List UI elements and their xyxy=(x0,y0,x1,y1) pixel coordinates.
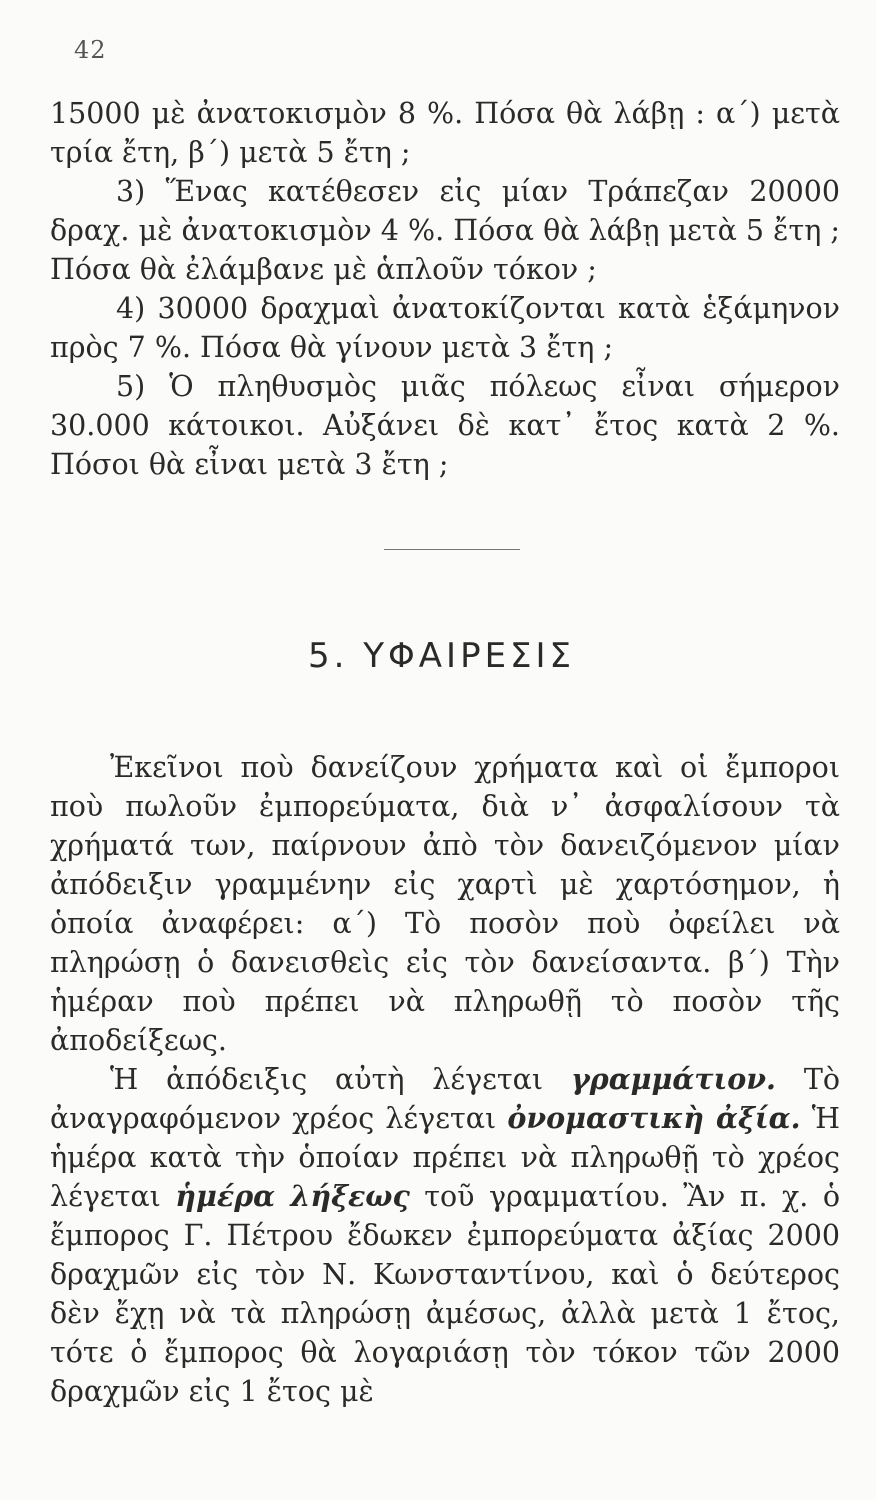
paragraph-2-text-d: τοῦ γραμματίου. Ἂν π. χ. ὁ ἔμπορος Γ. Πέτρου ἔδωκεν ἐμπορεύματα ἀξίας 2000 δραχμῶν εἰς τὸν Ν. Κωνσταντίνου, καὶ ὁ δεύτερος δὲν ἔχῃ νὰ τὰ πληρώσῃ ἀμέσως, ἀλλὰ μετὰ 1 ἔτος, τότε ὁ ἔμπορος θὰ λογαριάσῃ τὸν τόκον τῶν 2000 δραχμῶν εἰς 1 ἔτος μὲ xyxy=(50,1180,840,1408)
paragraph-2-text-a: Ἡ ἀπόδειξις αὐτὴ λέγεται xyxy=(110,1063,571,1096)
paragraph-2-text-b: Τὸ ἀναγραφόμενον χρέος λέγεται xyxy=(50,1063,840,1135)
paragraph-1: Ἐκεῖνοι ποὺ δανείζουν χρήματα καὶ οἱ ἔμποροι ποὺ πωλοῦν ἐμπορεύματα, διὰ ν᾽ ἀσφαλίσουν τὰ χρήματά των, παίρνουν ἀπὸ τὸν δανειζόμενον μίαν ἀπόδειξιν γραμμένην εἰς χαρτὶ μὲ χαρτόσημον, ἡ ὁποία ἀναφέρει: α΄) Τὸ ποσὸν ποὺ ὀφείλει νὰ πληρώσῃ ὁ δανεισθεὶς εἰς τὸν δανείσαντα. β΄) Τὴν ἡμέραν ποὺ πρέπει νὰ πληρωθῇ τὸ ποσὸν τῆς ἀποδείξεως. xyxy=(50,751,840,1057)
exercise-4: 4) 30000 δραχμαὶ ἀνατοκίζονται κατὰ ἑξάμηνον πρὸς 7 %. Πόσα θὰ γίνουν μετὰ 3 ἔτη ; xyxy=(50,292,840,364)
exercise-3: 3) Ἕνας κατέθεσεν εἰς μίαν Τράπεζαν 20000 δραχ. μὲ ἀνατοκισμὸν 4 %. Πόσα θὰ λάβῃ μετὰ 5 ἔτη ; Πόσα θὰ ἐλάμβανε μὲ ἁπλοῦν τόκον ; xyxy=(50,175,840,286)
exercise-5: 5) Ὁ πληθυσμὸς μιᾶς πόλεως εἶναι σήμερον 30.000 κάτοικοι. Αὐξάνει δὲ κατ᾽ ἔτος κατὰ 2 %. Πόσοι θὰ εἶναι μετὰ 3 ἔτη ; xyxy=(50,370,840,481)
exercise-continuation: 15000 μὲ ἀνατοκισμὸν 8 %. Πόσα θὰ λάβῃ : α΄) μετὰ τρία ἔτη, β΄) μετὰ 5 ἔτη ; xyxy=(50,97,840,169)
paragraph-2-text-c: Ἡ ἡμέρα κατὰ τὴν ὁποίαν πρέπει νὰ πληρωθῇ τὸ χρέος λέγεται xyxy=(50,1102,840,1213)
section-title: 5. ΥΦΑΙΡΕΣΙΣ xyxy=(308,636,576,676)
term-imera-lixeos: ἡμέρα λήξεως xyxy=(175,1179,410,1213)
exercise-list xyxy=(50,94,840,484)
term-grammation: γραμμάτιον. xyxy=(570,1062,776,1096)
term-onomastiki-axia: ὀνομαστικὴ ἀξία. xyxy=(507,1101,801,1135)
page-number: 42 xyxy=(74,36,107,64)
section-divider xyxy=(384,549,520,550)
section-body xyxy=(50,748,840,1411)
paragraph-2 xyxy=(50,1060,840,1411)
